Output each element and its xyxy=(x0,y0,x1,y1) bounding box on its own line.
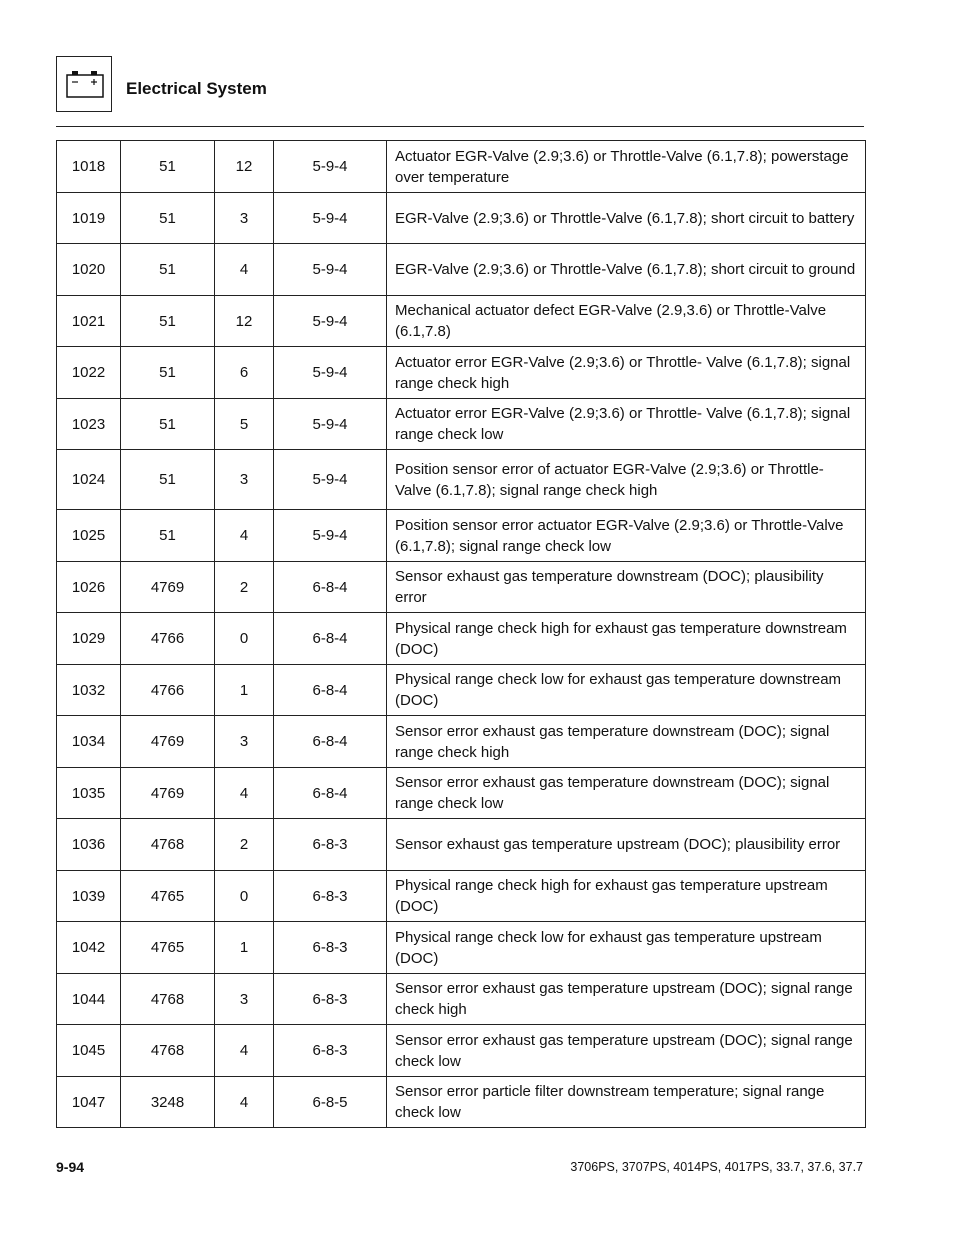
code-cell: 4769 xyxy=(121,716,215,768)
table-row xyxy=(57,296,866,347)
code-cell: 5 xyxy=(215,399,274,450)
code-cell: 1039 xyxy=(57,871,121,922)
description-cell: Physical range check high for exhaust gas temperature upstream (DOC) xyxy=(387,871,866,922)
code-cell: 3 xyxy=(215,193,274,244)
table-row xyxy=(57,716,866,768)
code-cell: 51 xyxy=(121,296,215,347)
code-cell: 6 xyxy=(215,347,274,399)
description-cell: Sensor exhaust gas temperature upstream (DOC); plausibility error xyxy=(387,819,866,871)
table-row xyxy=(57,510,866,562)
table-row xyxy=(57,399,866,450)
code-cell: 1047 xyxy=(57,1077,121,1128)
table-row xyxy=(57,141,866,193)
table-row xyxy=(57,562,866,613)
description-cell: EGR-Valve (2.9;3.6) or Throttle-Valve (6.1,7.8); short circuit to battery xyxy=(387,193,866,244)
code-cell: 1019 xyxy=(57,193,121,244)
description-cell: Sensor exhaust gas temperature downstream (DOC); plausibility error xyxy=(387,562,866,613)
code-cell: 1025 xyxy=(57,510,121,562)
page-number: 9-94 xyxy=(56,1159,85,1175)
table-row xyxy=(57,193,866,244)
code-cell: 51 xyxy=(121,347,215,399)
fault-code-table xyxy=(56,140,866,1128)
table-row xyxy=(57,974,866,1025)
description-cell: Sensor error particle filter downstream temperature; signal range check low xyxy=(387,1077,866,1128)
code-cell: 5-9-4 xyxy=(274,399,387,450)
code-cell: 4769 xyxy=(121,562,215,613)
code-cell: 51 xyxy=(121,510,215,562)
table-row xyxy=(57,665,866,716)
code-cell: 4768 xyxy=(121,819,215,871)
code-cell: 3248 xyxy=(121,1077,215,1128)
code-cell: 51 xyxy=(121,450,215,510)
description-cell: Mechanical actuator defect EGR-Valve (2.9,3.6) or Throttle-Valve (6.1,7.8) xyxy=(387,296,866,347)
code-cell: 5-9-4 xyxy=(274,244,387,296)
table-row xyxy=(57,819,866,871)
code-cell: 3 xyxy=(215,450,274,510)
table-row xyxy=(57,244,866,296)
code-cell: 6-8-4 xyxy=(274,562,387,613)
description-cell: Physical range check low for exhaust gas temperature downstream (DOC) xyxy=(387,665,866,716)
table-row xyxy=(57,450,866,510)
description-cell: Position sensor error actuator EGR-Valve (2.9;3.6) or Throttle-Valve (6.1,7.8); signal range check low xyxy=(387,510,866,562)
code-cell: 12 xyxy=(215,296,274,347)
code-cell: 5-9-4 xyxy=(274,296,387,347)
description-cell: Actuator error EGR-Valve (2.9;3.6) or Throttle- Valve (6.1,7.8); signal range check low xyxy=(387,399,866,450)
description-cell: Sensor error exhaust gas temperature upstream (DOC); signal range check low xyxy=(387,1025,866,1077)
description-cell: Actuator EGR-Valve (2.9;3.6) or Throttle-Valve (6.1,7.8); powerstage over temperature xyxy=(387,141,866,193)
code-cell: 51 xyxy=(121,193,215,244)
code-cell: 1021 xyxy=(57,296,121,347)
code-cell: 5-9-4 xyxy=(274,347,387,399)
description-cell: EGR-Valve (2.9;3.6) or Throttle-Valve (6.1,7.8); short circuit to ground xyxy=(387,244,866,296)
code-cell: 4765 xyxy=(121,871,215,922)
code-cell: 1029 xyxy=(57,613,121,665)
code-cell: 6-8-4 xyxy=(274,613,387,665)
table-row xyxy=(57,1025,866,1077)
code-cell: 1035 xyxy=(57,768,121,819)
description-cell: Physical range check low for exhaust gas temperature upstream (DOC) xyxy=(387,922,866,974)
description-cell: Physical range check high for exhaust gas temperature downstream (DOC) xyxy=(387,613,866,665)
description-cell: Sensor error exhaust gas temperature downstream (DOC); signal range check low xyxy=(387,768,866,819)
code-cell: 6-8-4 xyxy=(274,665,387,716)
code-cell: 1032 xyxy=(57,665,121,716)
code-cell: 1 xyxy=(215,665,274,716)
code-cell: 6-8-4 xyxy=(274,768,387,819)
code-cell: 51 xyxy=(121,141,215,193)
code-cell: 4769 xyxy=(121,768,215,819)
code-cell: 6-8-4 xyxy=(274,716,387,768)
code-cell: 4768 xyxy=(121,1025,215,1077)
table-row xyxy=(57,347,866,399)
code-cell: 0 xyxy=(215,871,274,922)
code-cell: 4766 xyxy=(121,665,215,716)
code-cell: 2 xyxy=(215,562,274,613)
code-cell: 1034 xyxy=(57,716,121,768)
code-cell: 1036 xyxy=(57,819,121,871)
description-cell: Sensor error exhaust gas temperature downstream (DOC); signal range check high xyxy=(387,716,866,768)
code-cell: 4765 xyxy=(121,922,215,974)
code-cell: 3 xyxy=(215,716,274,768)
code-cell: 1026 xyxy=(57,562,121,613)
code-cell: 51 xyxy=(121,399,215,450)
code-cell: 6-8-3 xyxy=(274,871,387,922)
description-cell: Position sensor error of actuator EGR-Valve (2.9;3.6) or Throttle-Valve (6.1,7.8); signal range check high xyxy=(387,450,866,510)
code-cell: 4 xyxy=(215,1077,274,1128)
code-cell: 4768 xyxy=(121,974,215,1025)
code-cell: 4 xyxy=(215,244,274,296)
description-cell: Actuator error EGR-Valve (2.9;3.6) or Throttle- Valve (6.1,7.8); signal range check high xyxy=(387,347,866,399)
code-cell: 5-9-4 xyxy=(274,450,387,510)
table-row xyxy=(57,768,866,819)
code-cell: 4 xyxy=(215,1025,274,1077)
code-cell: 1022 xyxy=(57,347,121,399)
code-cell: 1020 xyxy=(57,244,121,296)
fault-code-rows xyxy=(57,141,866,1128)
code-cell: 1024 xyxy=(57,450,121,510)
code-cell: 1045 xyxy=(57,1025,121,1077)
code-cell: 1044 xyxy=(57,974,121,1025)
battery-icon xyxy=(65,69,105,99)
code-cell: 1018 xyxy=(57,141,121,193)
model-list: 3706PS, 3707PS, 4014PS, 4017PS, 33.7, 37.6, 37.7 xyxy=(570,1160,863,1174)
code-cell: 3 xyxy=(215,974,274,1025)
table-row xyxy=(57,1077,866,1128)
code-cell: 5-9-4 xyxy=(274,193,387,244)
code-cell: 4766 xyxy=(121,613,215,665)
table-row xyxy=(57,922,866,974)
section-title: Electrical System xyxy=(126,79,267,98)
code-cell: 6-8-3 xyxy=(274,819,387,871)
code-cell: 6-8-3 xyxy=(274,974,387,1025)
header-rule xyxy=(56,126,864,127)
code-cell: 1023 xyxy=(57,399,121,450)
table-row xyxy=(57,871,866,922)
code-cell: 6-8-3 xyxy=(274,1025,387,1077)
code-cell: 6-8-5 xyxy=(274,1077,387,1128)
code-cell: 6-8-3 xyxy=(274,922,387,974)
code-cell: 1 xyxy=(215,922,274,974)
code-cell: 51 xyxy=(121,244,215,296)
description-cell: Sensor error exhaust gas temperature upstream (DOC); signal range check high xyxy=(387,974,866,1025)
code-cell: 5-9-4 xyxy=(274,510,387,562)
code-cell: 4 xyxy=(215,510,274,562)
battery-icon-box xyxy=(56,56,112,112)
code-cell: 1042 xyxy=(57,922,121,974)
code-cell: 4 xyxy=(215,768,274,819)
code-cell: 5-9-4 xyxy=(274,141,387,193)
code-cell: 12 xyxy=(215,141,274,193)
table-row xyxy=(57,613,866,665)
code-cell: 2 xyxy=(215,819,274,871)
code-cell: 0 xyxy=(215,613,274,665)
